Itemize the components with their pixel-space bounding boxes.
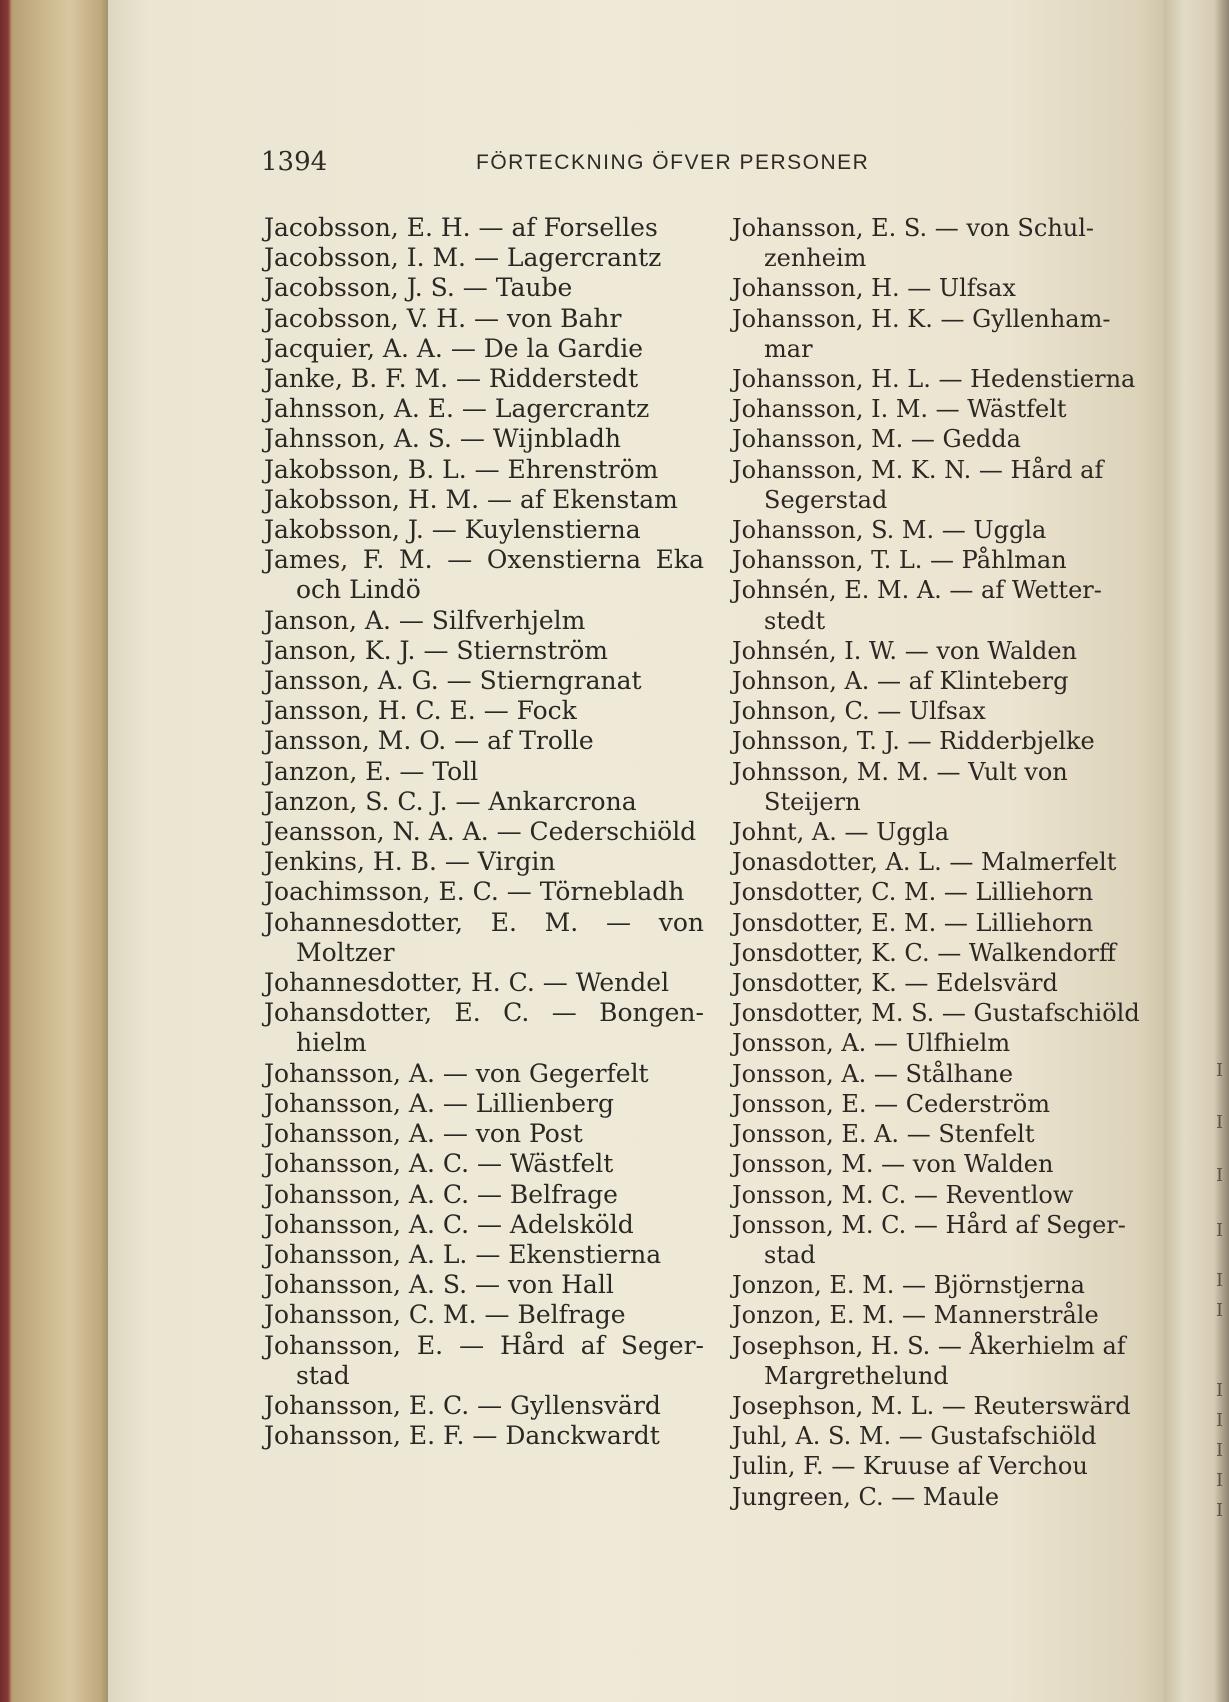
index-entry: Johnsén, I. W. — von Walden: [732, 636, 1077, 665]
index-entry: Jakobsson, J. — Kuylenstierna: [264, 515, 641, 545]
index-entry: Jonsson, A. — Stålhane: [732, 1059, 1014, 1088]
edge-mark: I: [1216, 1060, 1224, 1081]
edge-mark: I: [1216, 1380, 1224, 1401]
edge-mark: I: [1216, 1440, 1224, 1461]
book-page: [108, 0, 1164, 1702]
index-entry: Johansson, H. — Ulfsax: [732, 274, 1016, 303]
index-entry: Jacobsson, I. M. — Lagercrantz: [264, 243, 662, 273]
index-entry: Jonsson, E. — Cederström: [732, 1089, 1050, 1118]
index-entry: Jonsdotter, E. M. — Lilliehorn: [732, 908, 1094, 937]
index-entry: Johnt, A. — Uggla: [732, 818, 950, 847]
index-entry: Johansson, A. C. — Adelsköld: [264, 1209, 634, 1239]
index-entry: Jansson, A. G. — Stierngranat: [264, 666, 642, 696]
index-entry: Jonsdotter, K. C. — Walkendorff: [732, 938, 1116, 967]
index-entry: Janzon, S. C. J. — Ankarcrona: [264, 786, 637, 816]
index-entry: Juhl, A. S. M. — Gustafschiöld: [732, 1422, 1097, 1451]
index-entry: Jonsson, M. — von Walden: [732, 1150, 1054, 1179]
index-entry: Julin, F. — Kruuse af Verchou: [732, 1452, 1088, 1481]
index-entry: Janzon, E. — Toll: [264, 756, 479, 786]
page-number: 1394: [261, 147, 328, 177]
index-entry: Johansson, S. M. — Uggla: [732, 516, 1047, 545]
index-entry: Johnson, A. — af Klinteberg: [732, 667, 1069, 696]
index-entry: Jahnsson, A. E. — Lagercrantz: [264, 394, 650, 424]
index-entry: Jonsson, A. — Ulfhielm: [732, 1029, 1011, 1058]
index-entry: Johansson, A. S. — von Hall: [264, 1270, 614, 1300]
page-header: [108, 147, 1164, 177]
index-entry: Janson, A. — Silfverhjelm: [264, 605, 586, 635]
index-entry: Johansson, A. L. — Ekenstierna: [264, 1239, 662, 1269]
index-entry: Jakobsson, H. M. — af Ekenstam: [264, 484, 678, 514]
index-entry: Johnsson, M. M. — Vult von Steijern: [732, 757, 1068, 816]
book-spine: [0, 0, 108, 1702]
index-entry: Johansson, E. C. — Gyllensvärd: [264, 1390, 661, 1420]
index-entry: Jacobsson, E. H. — af Forselles: [264, 213, 658, 242]
edge-mark: I: [1216, 1300, 1224, 1321]
index-entry: Jansson, M. O. — af Trolle: [264, 726, 594, 756]
index-entry: Josephson, M. L. — Reuterswärd: [732, 1391, 1131, 1420]
index-entry: Joachimsson, E. C. — Törnebladh: [264, 877, 685, 907]
index-entry: Johansson, A. C. — Wästfelt: [264, 1149, 614, 1179]
index-entry: Johansson, E. F. — Danckwardt: [264, 1421, 660, 1451]
index-entry: Johansson, T. L. — Påhlman: [732, 546, 1067, 575]
index-entry: Johansson, A. C. — Belfrage: [264, 1179, 618, 1209]
index-entry: James, F. M. — Oxenstierna Eka och Lindö: [264, 545, 704, 605]
index-entry: Janson, K. J. — Stiernström: [264, 635, 608, 665]
index-entry: Jonsdotter, C. M. — Lilliehorn: [732, 878, 1094, 907]
right-column: [732, 213, 1142, 1512]
index-entry: Johansdotter, E. C. — Bongenhielm: [264, 998, 704, 1058]
index-entry: Johansson, E. — Hård af Segerstad: [264, 1330, 704, 1390]
index-entry: Johansson, M. — Gedda: [732, 425, 1021, 454]
edge-mark: I: [1216, 1270, 1224, 1291]
edge-mark: I: [1216, 1165, 1224, 1186]
index-entry: Jakobsson, B. L. — Ehrenström: [264, 454, 659, 484]
index-entry: Jeansson, N. A. A. — Cederschiöld: [264, 817, 697, 847]
index-entry: Jonsson, M. C. — Hård af Segerstad: [732, 1210, 1126, 1269]
index-entry: Johannesdotter, H. C. — Wendel: [264, 968, 670, 998]
edge-mark: I: [1216, 1500, 1224, 1521]
index-entry: Johansson, H. L. — Hedenstierna: [732, 365, 1136, 394]
index-entry: Jacobsson, V. H. — von Bahr: [264, 303, 622, 333]
edge-mark: I: [1216, 1470, 1224, 1491]
index-entry: Johansson, A. — von Post: [264, 1119, 583, 1149]
running-head: FÖRTECKNING ÖFVER PERSONER: [476, 151, 870, 174]
index-entry: Jacobsson, J. S. — Taube: [264, 273, 573, 303]
edge-mark: I: [1216, 1112, 1224, 1133]
index-entry: Jansson, H. C. E. — Fock: [264, 696, 577, 726]
index-entry: Johansson, A. — von Gegerfelt: [264, 1058, 649, 1088]
index-entry: Johansson, I. M. — Wästfelt: [732, 395, 1067, 424]
index-entry: Jonsdotter, M. S. — Gustafschiöld: [732, 999, 1140, 1028]
index-entry: Johansson, H. K. — Gyllenhammar: [732, 304, 1111, 363]
left-column: [264, 213, 704, 1451]
next-page-edge: [1164, 0, 1229, 1702]
index-entry: Johannesdotter, E. M. — von Moltzer: [264, 907, 704, 967]
index-entry: Johnson, C. — Ulfsax: [732, 697, 986, 726]
index-entry: Jenkins, H. B. — Virgin: [264, 847, 556, 877]
index-entry: Johnsson, T. J. — Ridderbjelke: [732, 727, 1095, 756]
index-entry: Johansson, C. M. — Belfrage: [264, 1300, 626, 1330]
index-entry: Josephson, H. S. — Åkerhielm af Margrethelund: [732, 1331, 1126, 1390]
index-entry: Jonsdotter, K. — Edelsvärd: [732, 969, 1058, 998]
index-entry: Jonzon, E. M. — Björnstjerna: [732, 1271, 1085, 1300]
index-entry: Janke, B. F. M. — Ridderstedt: [264, 364, 639, 394]
index-entry: Johansson, E. S. — von Schulzenheim: [732, 214, 1095, 273]
index-entry: Jahnsson, A. S. — Wijnbladh: [264, 424, 621, 454]
index-entry: Jonasdotter, A. L. — Malmerfelt: [732, 848, 1117, 877]
edge-mark: I: [1216, 1410, 1224, 1431]
index-entry: Jacquier, A. A. — De la Gardie: [264, 333, 644, 363]
index-entry: Johnsén, E. M. A. — af Wetterstedt: [732, 576, 1102, 635]
index-entry: Johansson, A. — Lillienberg: [264, 1088, 615, 1118]
edge-mark: I: [1216, 1220, 1224, 1241]
index-entry: Jonsson, M. C. — Reventlow: [732, 1180, 1074, 1209]
index-entry: Jungreen, C. — Maule: [732, 1482, 1000, 1511]
index-entry: Jonsson, E. A. — Stenfelt: [732, 1120, 1035, 1149]
index-entry: Jonzon, E. M. — Mannerstråle: [732, 1301, 1099, 1330]
index-entry: Johansson, M. K. N. — Hård af Segerstad: [732, 455, 1104, 514]
